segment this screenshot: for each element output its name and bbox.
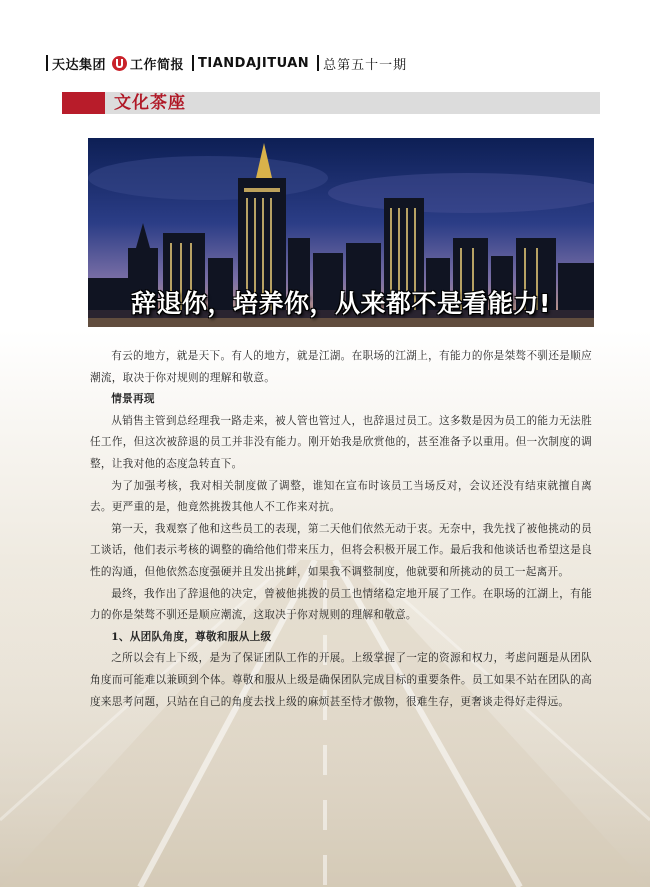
article-paragraph: 为了加强考核，我对相关制度做了调整，谁知在宣布时该员工当场反对，会议还没有结束就擅自离去。更严重的是，他竟然挑拨其他人不工作来对抗。	[90, 479, 592, 514]
page-header	[46, 52, 407, 74]
company-logo-icon	[112, 56, 127, 71]
header-divider	[46, 55, 48, 71]
header-divider	[317, 55, 319, 71]
article-paragraph: 从销售主管到总经理我一路走来，被人管也管过人，也辞退过员工。这多数是因为员工的能力无法胜任工作，但这次被辞退的员工并非没有能力。刚开始我是欣赏他的，甚至准备予以重用。但一次制度的调整，让我对他的态度急转直下。	[90, 414, 592, 470]
section-accent	[62, 92, 105, 114]
publication-name: 工作简报	[130, 57, 185, 73]
company-name: 天达集团	[52, 57, 107, 73]
article-paragraph: 第一天，我观察了他和这些员工的表现，第二天他们依然无动于衷。无奈中，我先找了被他挑动的员工谈话，他们表示考核的调整的确给他们带来压力，但将会积极开展工作。最后我和他谈话也希望这是良性的沟通，但他依然态度强硬并且发出挑衅，如果我不调整制度，他就要和所挑动的员工一起离开。	[90, 522, 592, 578]
article-paragraph: 之所以会有上下级，是为了保证团队工作的开展。上级掌握了一定的资源和权力，考虑问题是从团队角度而可能难以兼顾到个体。尊敬和服从上级是确保团队完成目标的重要条件。员工如果不站在团队的高度来思考问题，只站在自己的角度去找上级的麻烦甚至恃才傲物，很难生存，更奢谈走得好走得远。	[90, 652, 592, 708]
header-divider	[192, 55, 194, 71]
section-title: 文化茶座	[114, 93, 186, 113]
article-paragraph: 有云的地方，就是天下。有人的地方，就是江湖。在职场的江湖上，有能力的你是桀骜不驯还是顺应潮流，取决于你对规则的理解和敬意。	[90, 350, 592, 384]
hero-caption: 辞退你，培养你，从来都不是看能力!	[131, 289, 551, 318]
article-paragraph: 最终，我作出了辞退他的决定，曾被他挑拨的员工也情绪稳定地开展了工作。在职场的江湖上，有能力的你是桀骜不驯还是顺应潮流，这取决于你对规则的理解和敬意。	[90, 587, 592, 622]
article-body	[90, 346, 592, 713]
article-subheading: 1、从团队角度，尊敬和服从上级	[111, 630, 272, 643]
article-subheading: 情景再现	[111, 393, 155, 406]
brand-name: TIANDAJITUAN	[198, 55, 310, 71]
issue-number: 总第五十一期	[323, 57, 408, 73]
hero-image	[88, 138, 594, 327]
